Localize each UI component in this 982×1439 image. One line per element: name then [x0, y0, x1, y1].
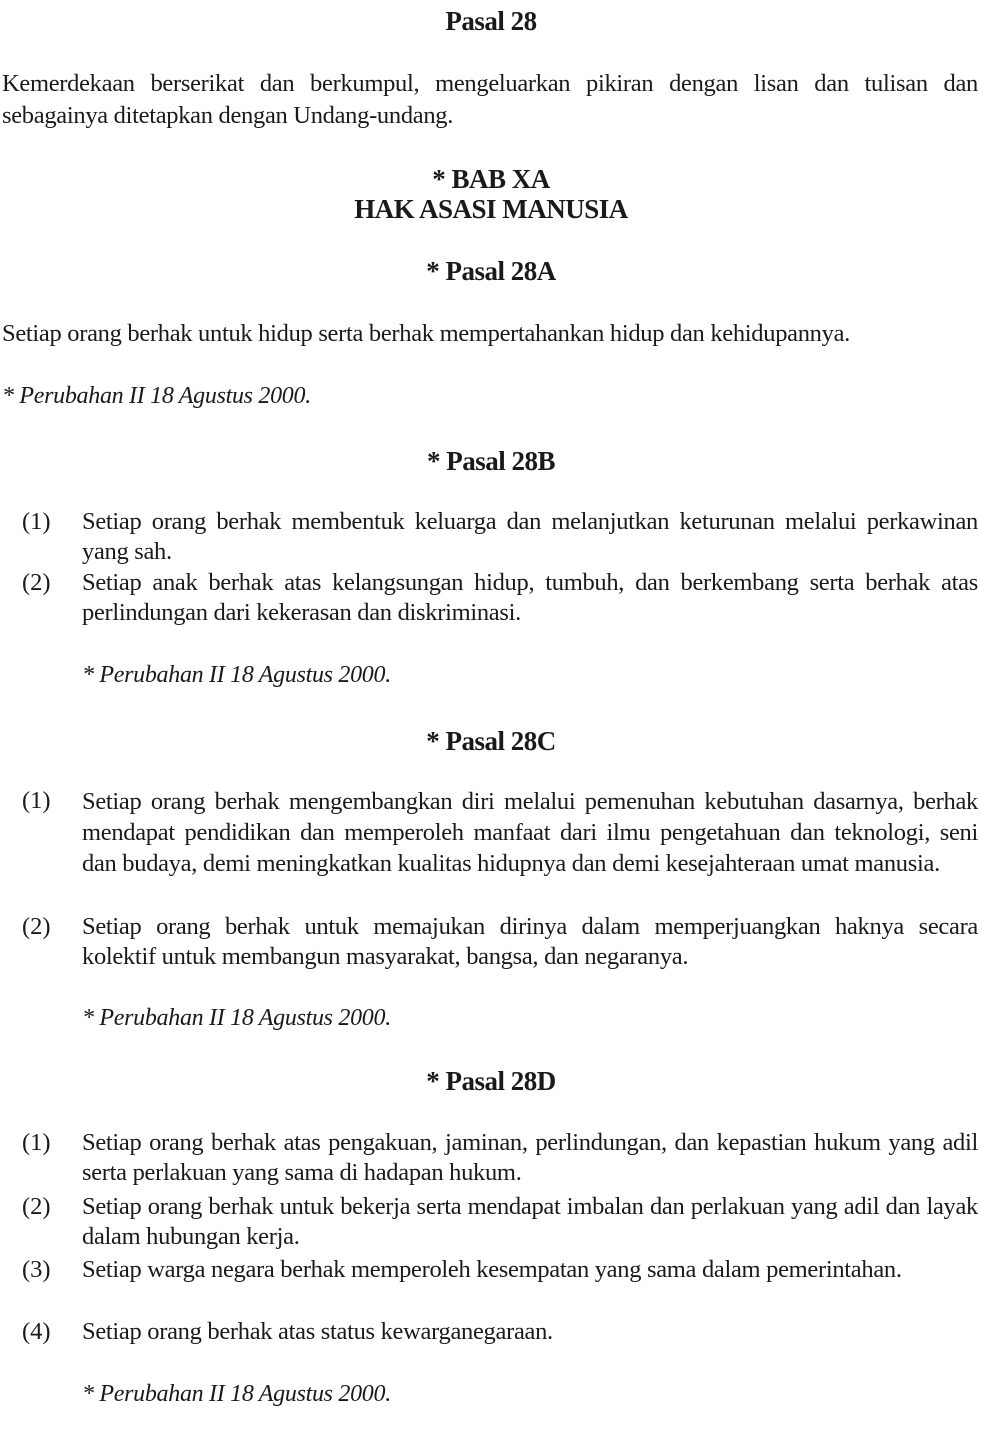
item-text: Setiap orang berhak mengembangkan diri melalui pemenuhan kebutuhan dasarnya, berhak mendapat pendidikan dan memperoleh manfaat dari ilmu pengetahuan dan teknologi, seni dan budaya, demi meningkatkan kualitas hidupnya dan demi kesejahteraan umat manusia.: [82, 788, 978, 877]
pasal-28d-amendment-note: * Perubahan II 18 Agustus 2000.: [82, 1381, 391, 1407]
item-number: (1): [22, 787, 51, 814]
pasal-28b-amendment-note: * Perubahan II 18 Agustus 2000.: [82, 662, 391, 688]
item-number: (1): [22, 1129, 51, 1156]
pasal-28c-title: * Pasal 28C: [426, 726, 556, 756]
item-text: Setiap orang berhak atas pengakuan, jaminan, perlindungan, dan kepastian hukum yang adil serta perlakuan yang sama di hadapan hukum.: [82, 1129, 978, 1186]
item-text: Setiap orang berhak atas status kewarganegaraan.: [82, 1318, 553, 1345]
item-number: (3): [22, 1256, 51, 1283]
item-number: (2): [22, 569, 51, 596]
pasal-28-title: Pasal 28: [445, 6, 537, 36]
pasal-28d-title: * Pasal 28D: [426, 1066, 556, 1096]
chapter-title: HAK ASASI MANUSIA: [354, 194, 628, 224]
pasal-28-text: Kemerdekaan berserikat dan berkumpul, mengeluarkan pikiran dengan lisan dan tulisan dan sebagainya ditetapkan dengan Undang-undang.: [2, 70, 978, 129]
pasal-28b-title: * Pasal 28B: [426, 446, 555, 476]
item-text: Setiap orang berhak membentuk keluarga dan melanjutkan keturunan melalui perkawinan yang sah.: [82, 508, 978, 565]
item-number: (1): [22, 508, 51, 535]
item-number: (2): [22, 1193, 51, 1220]
pasal-28c-amendment-note: * Perubahan II 18 Agustus 2000.: [82, 1005, 391, 1031]
item-text: Setiap anak berhak atas kelangsungan hidup, tumbuh, dan berkembang serta berhak atas perlindungan dari kekerasan dan diskriminasi.: [82, 569, 978, 626]
item-text: Setiap orang berhak untuk memajukan dirinya dalam memperjuangkan haknya secara kolektif untuk membangun masyarakat, bangsa, dan negaranya.: [82, 913, 978, 970]
item-text: Setiap warga negara berhak memperoleh kesempatan yang sama dalam pemerintahan.: [82, 1256, 902, 1283]
pasal-28a-amendment-note: * Perubahan II 18 Agustus 2000.: [2, 383, 311, 409]
item-text: Setiap orang berhak untuk bekerja serta mendapat imbalan dan perlakuan yang adil dan layak dalam hubungan kerja.: [82, 1193, 978, 1250]
pasal-28a-title: * Pasal 28A: [426, 256, 556, 286]
chapter-number: * BAB XA: [432, 164, 550, 194]
item-number: (2): [22, 913, 51, 940]
item-number: (4): [22, 1318, 51, 1345]
pasal-28a-text: Setiap orang berhak untuk hidup serta berhak mempertahankan hidup dan kehidupannya.: [2, 320, 850, 347]
